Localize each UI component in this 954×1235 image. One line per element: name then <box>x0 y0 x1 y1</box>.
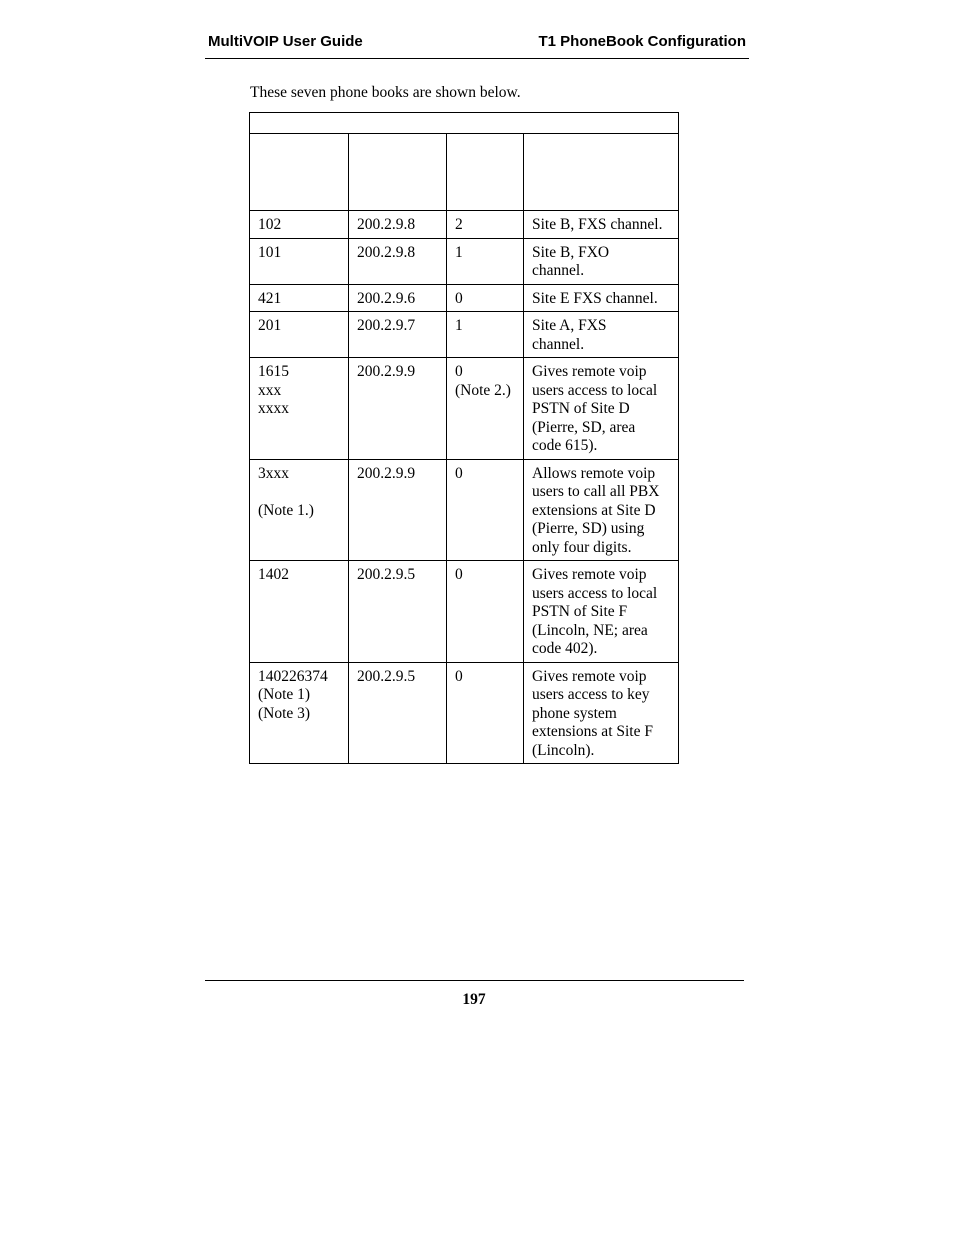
table-row <box>250 358 679 460</box>
cell-text: 200.2.9.9 <box>357 464 416 482</box>
cell-ip-address <box>349 238 447 284</box>
cell-text: code 402). <box>532 640 598 657</box>
running-header-title: MultiVOIP User Guide <box>208 33 363 50</box>
cell-text: only four digits. <box>532 538 632 556</box>
cell-text: Gives remote voip <box>532 566 647 583</box>
cell-ip-address <box>349 284 447 312</box>
cell-destination <box>250 358 349 460</box>
cell-ip-address <box>349 358 447 460</box>
cell-channel <box>447 284 524 312</box>
cell-text: (Note 1) <box>258 686 311 703</box>
cell-destination <box>250 238 349 284</box>
cell-text: 200.2.9.7 <box>357 317 416 334</box>
cell-channel <box>447 211 524 239</box>
table-header-row <box>250 134 679 211</box>
phonebook-table-body <box>250 113 679 764</box>
cell-text: Site B, FXS channel. <box>532 216 663 233</box>
cell-description <box>524 238 679 284</box>
cell-destination <box>250 284 349 312</box>
cell-text: users to call all PBX <box>532 483 660 500</box>
cell-text: 200.2.9.8 <box>357 216 416 233</box>
cell-text: (Lincoln, NE; area <box>532 621 648 639</box>
footer-rule <box>205 980 744 981</box>
phonebook-table <box>249 112 679 764</box>
cell-text: 200.2.9.9 <box>357 363 416 380</box>
cell-text: Site E FXS channel. <box>532 289 658 307</box>
cell-text: channel. <box>532 335 585 353</box>
cell-ip-address <box>349 662 447 764</box>
table-row <box>250 211 679 239</box>
cell-text: extensions at Site D <box>532 501 656 519</box>
cell-text: 201 <box>258 317 282 334</box>
cell-text: 0 <box>455 289 463 307</box>
table-row <box>250 312 679 358</box>
cell-text: PSTN of Site F <box>532 603 628 620</box>
cell-text: 1615 <box>258 363 289 380</box>
cell-text: extensions at Site F <box>532 723 653 740</box>
cell-text: users access to local <box>532 584 658 602</box>
cell-text: phone system <box>532 704 617 722</box>
cell-text: users access to key <box>532 686 650 703</box>
cell-text: 1 <box>455 243 463 261</box>
cell-channel <box>447 561 524 663</box>
header-cell-ip-address <box>349 134 447 211</box>
table-row <box>250 662 679 764</box>
table-row <box>250 459 679 561</box>
cell-description <box>524 312 679 358</box>
cell-text: (Note 1.) <box>258 501 314 519</box>
cell-text: Site A, FXS <box>532 317 607 334</box>
cell-description <box>524 284 679 312</box>
cell-description <box>524 459 679 561</box>
cell-text: (Lincoln). <box>532 741 595 759</box>
header-cell-channel <box>447 134 524 211</box>
cell-text: xxxx <box>258 400 289 417</box>
cell-text: Allows remote voip <box>532 464 656 482</box>
cell-text: 2 <box>455 216 463 233</box>
cell-spacer <box>258 483 342 502</box>
cell-ip-address <box>349 459 447 561</box>
cell-text: 0 <box>455 566 463 583</box>
cell-destination <box>250 312 349 358</box>
cell-ip-address <box>349 211 447 239</box>
page-number: 197 <box>462 991 486 1008</box>
cell-destination <box>250 561 349 663</box>
intro-paragraph: These seven phone books are shown below. <box>250 84 521 101</box>
header-rule <box>205 58 749 59</box>
cell-text: code 615). <box>532 437 598 454</box>
cell-text: 1 <box>455 317 463 334</box>
cell-text: users access to local <box>532 381 658 399</box>
cell-text: 0 <box>455 464 463 482</box>
cell-text: 200.2.9.5 <box>357 566 416 583</box>
cell-channel <box>447 312 524 358</box>
cell-text: xxx <box>258 381 282 399</box>
cell-text: 200.2.9.8 <box>357 243 416 261</box>
cell-text: Gives remote voip <box>532 667 647 685</box>
cell-text: Site B, FXO <box>532 243 610 261</box>
cell-text: 101 <box>258 243 282 261</box>
cell-description <box>524 358 679 460</box>
cell-description <box>524 662 679 764</box>
cell-description <box>524 211 679 239</box>
cell-channel <box>447 459 524 561</box>
cell-channel <box>447 358 524 460</box>
cell-destination <box>250 662 349 764</box>
table-row <box>250 284 679 312</box>
header-cell-description <box>524 134 679 211</box>
cell-ip-address <box>349 312 447 358</box>
cell-text: 140226374 <box>258 667 328 685</box>
cell-text: 0 <box>455 667 463 685</box>
header-cell-destination <box>250 134 349 211</box>
cell-text: channel. <box>532 262 585 279</box>
cell-channel <box>447 238 524 284</box>
table-row <box>250 561 679 663</box>
cell-text: PSTN of Site D <box>532 400 630 417</box>
cell-text: 0 <box>455 363 463 380</box>
cell-ip-address <box>349 561 447 663</box>
cell-destination <box>250 211 349 239</box>
table-title-row <box>250 113 679 134</box>
cell-channel <box>447 662 524 764</box>
running-header-section: T1 PhoneBook Configuration <box>538 33 746 50</box>
cell-text: (Note 3) <box>258 704 311 722</box>
table-title-cell <box>250 113 679 134</box>
cell-text: 1402 <box>258 566 289 583</box>
cell-text: 200.2.9.5 <box>357 667 416 685</box>
cell-text: 3xxx <box>258 464 289 482</box>
cell-text: 200.2.9.6 <box>357 289 416 307</box>
cell-text: 102 <box>258 216 282 233</box>
cell-text: (Pierre, SD, area <box>532 418 636 436</box>
cell-description <box>524 561 679 663</box>
cell-text: Gives remote voip <box>532 363 647 380</box>
table-row <box>250 238 679 284</box>
cell-text: (Note 2.) <box>455 381 511 399</box>
cell-destination <box>250 459 349 561</box>
cell-text: 421 <box>258 289 282 307</box>
cell-text: (Pierre, SD) using <box>532 520 645 537</box>
